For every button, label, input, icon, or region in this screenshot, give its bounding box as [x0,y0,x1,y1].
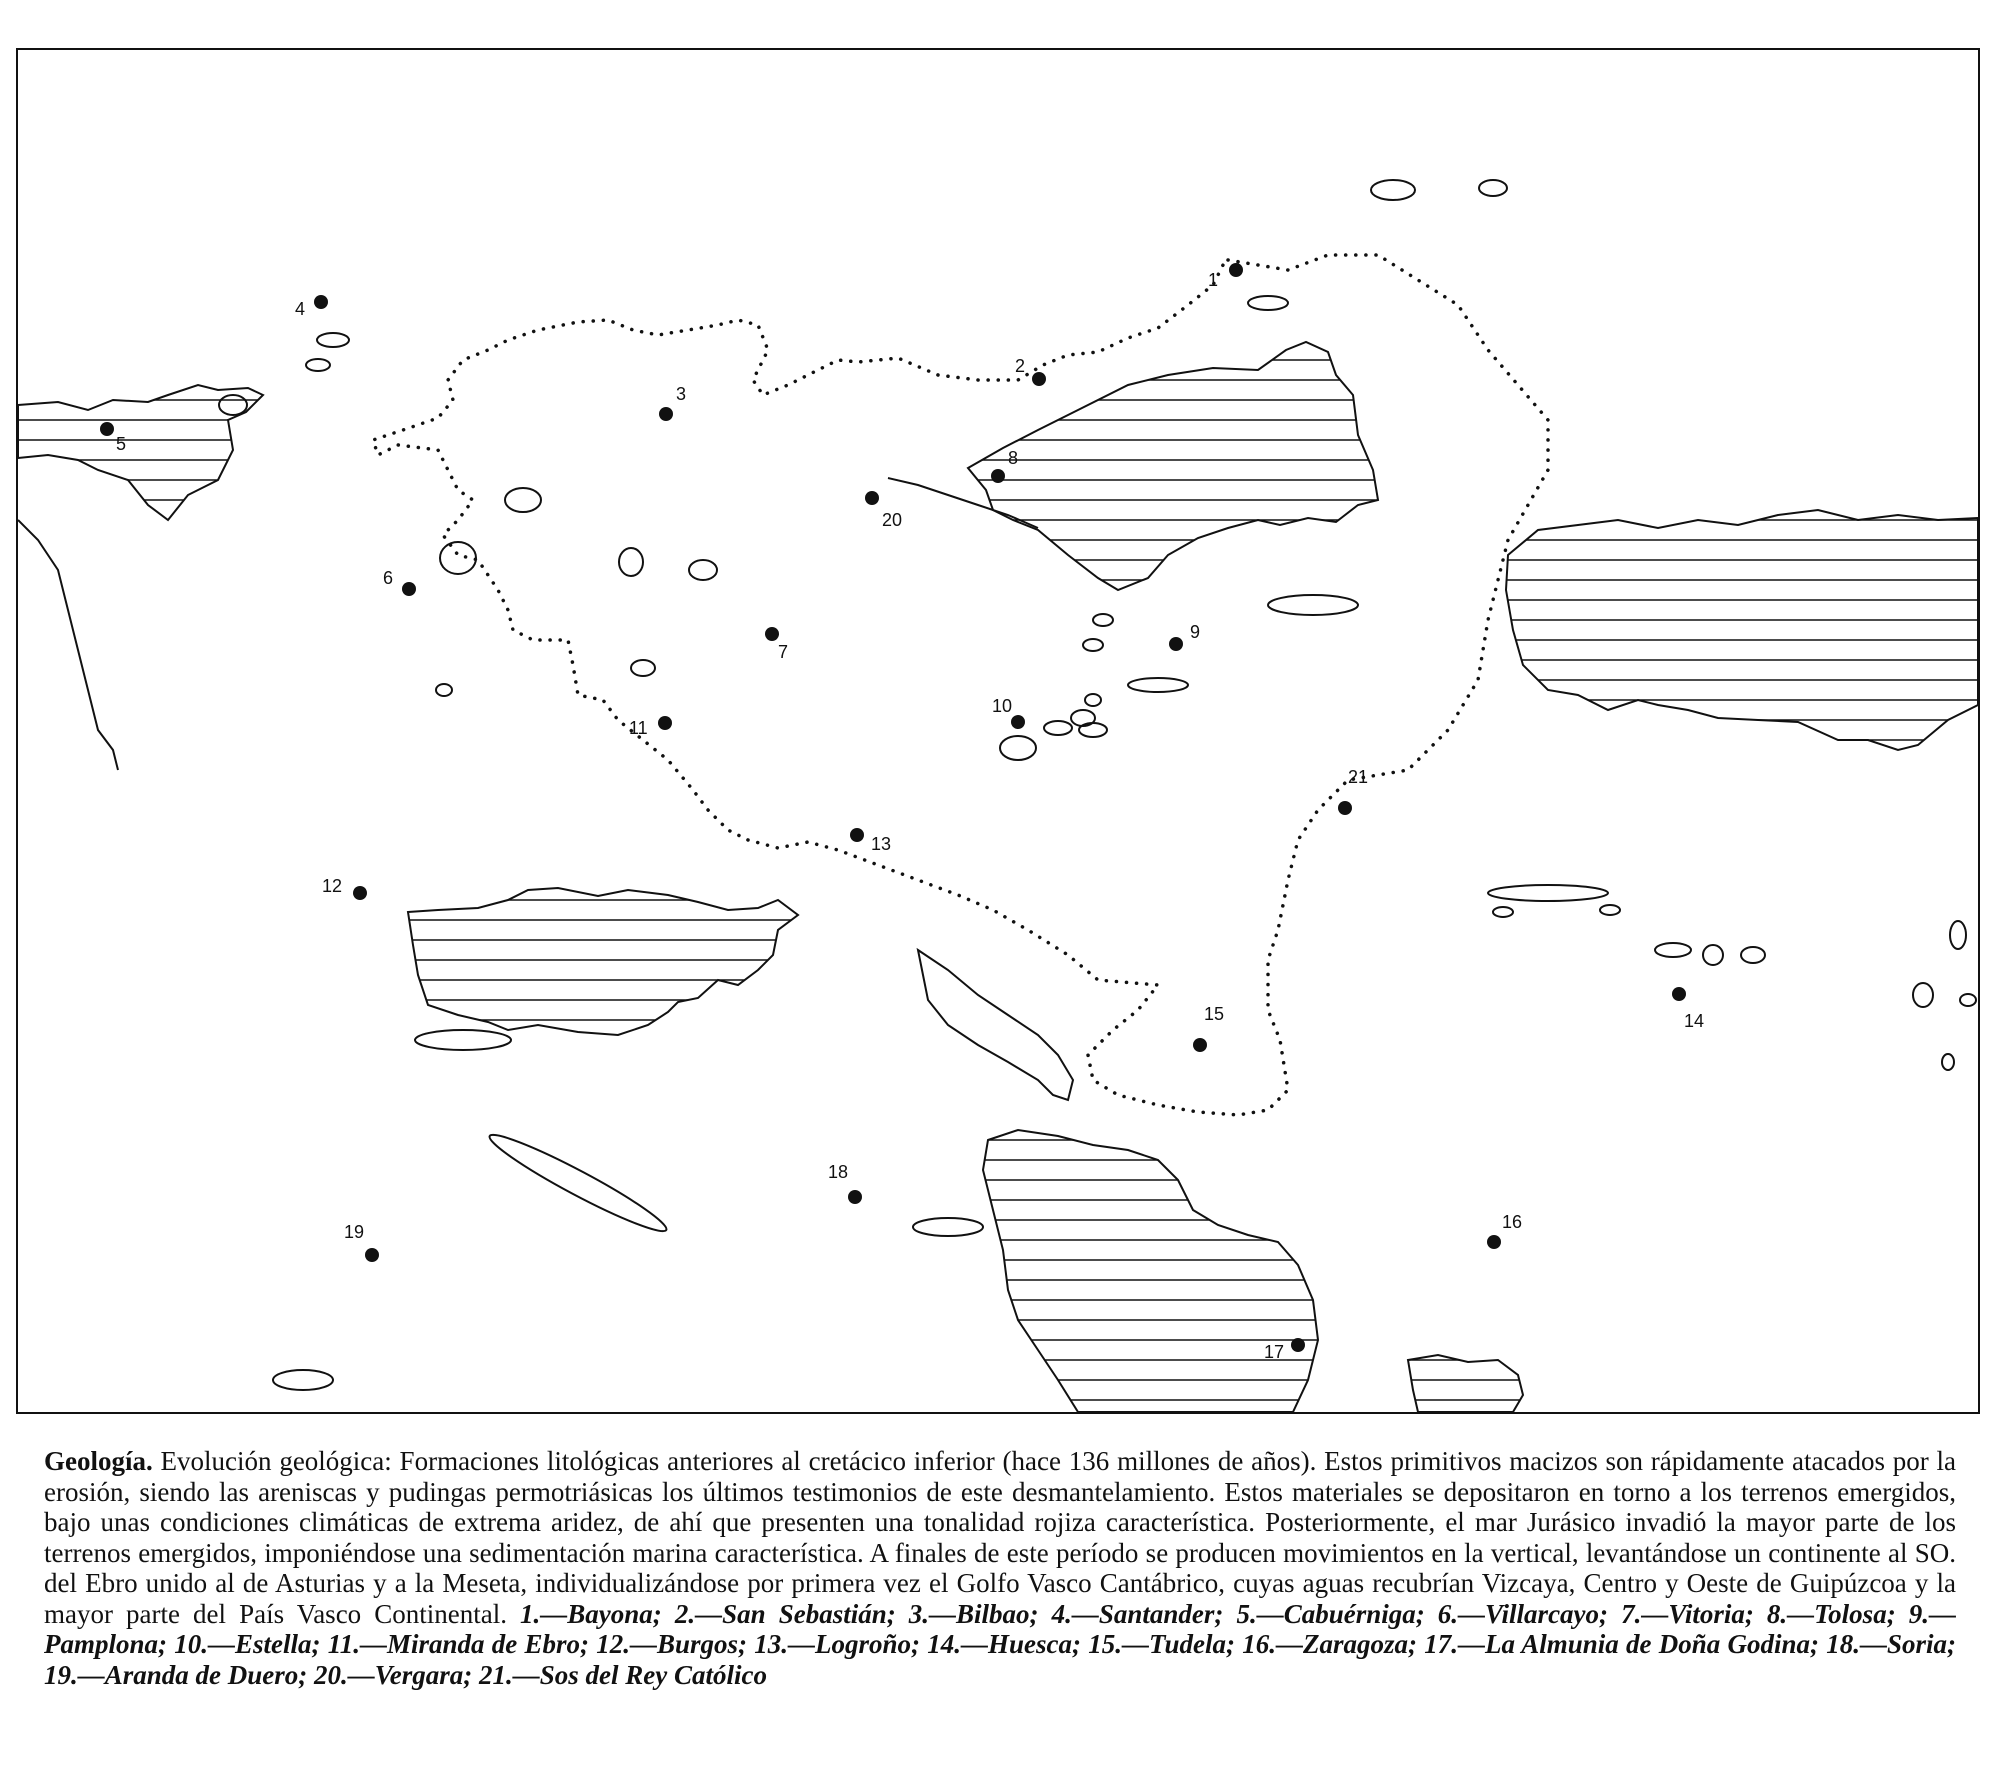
figure-caption [44,1446,1956,1690]
city-marker [1208,263,1243,290]
landmass-ebro-massif [1506,510,1978,750]
landmass-basque-massif [968,342,1378,590]
city-marker [295,295,328,319]
city-marker [659,384,686,421]
svg-text:5: 5 [116,434,127,454]
caption-lead: Geología. [44,1446,153,1476]
city-marker [322,876,367,900]
city-marker [850,828,891,854]
coast-sw-western [18,520,118,770]
svg-text:15: 15 [1204,1004,1225,1024]
city-marker [344,1222,379,1262]
svg-text:12: 12 [322,876,343,896]
map-frame [16,48,1980,1414]
svg-text:8: 8 [1008,448,1019,468]
landmass-asturias [18,385,263,520]
svg-text:7: 7 [778,642,789,662]
svg-text:6: 6 [383,568,394,588]
landmass-iberian-south [983,1130,1318,1412]
svg-text:20: 20 [882,510,903,530]
svg-text:1: 1 [1208,270,1219,290]
city-marker [992,696,1025,729]
city-marker [1338,767,1368,815]
city-marker [1193,1004,1224,1052]
svg-text:21: 21 [1348,767,1369,787]
city-marker [629,716,672,738]
svg-text:19: 19 [344,1222,365,1242]
svg-text:2: 2 [1015,356,1026,376]
city-marker [865,491,902,530]
landmass-almunia [1408,1355,1523,1412]
svg-text:10: 10 [992,696,1013,716]
svg-text:11: 11 [629,718,648,738]
city-marker [765,627,788,662]
svg-text:16: 16 [1502,1212,1523,1232]
city-marker [828,1162,862,1204]
landmass-meseta-north [408,888,798,1035]
city-marker [1169,622,1200,651]
caption-legend: 1.—Bayona; 2.—San Sebastián; 3.—Bilbao; 4.—Santander; 5.—Cabuérniga; 6.—Villarcayo; 7.—Vitoria; 8.—Tolosa; 9.—Pamplona; 10.—Estella; 11.—Miranda de Ebro; 12.—Burgos; 13.—Logroño; 14.—Huesca; 15.—Tudela; 16.—Zaragoza; 17.—La Almunia de Doña Godina; 18.—Soria; 19.—Aranda de Duero; 20.—Vergara; 21.—Sos del Rey Católico [44,1598,1956,1690]
city-marker [1015,356,1046,386]
caption-text: Evolución geológica: Formaciones litológicas anteriores al cretácico inferior (hace 136 millones de años). Estos primitivos macizos son rápidamente atacados por la erosión, siendo las areniscas y pudingas permotriásicas los últimos testimonios de este desmantelamiento. Estos materiales se depositaron en torno a los terrenos emergidos, bajo unas condiciones climáticas de extrema aridez, de ahí que presenten una tonalidad rojiza característica. Posteriormente, el mar Jurásico invadió la mayor parte de los terrenos emergidos, imponiéndose una sedimentación marina característica. A finales de este período se producen movimientos en la vertical, levantándose un continente al SO. del Ebro unido al de Asturias y a la Meseta, individualizándose por primera vez el Golfo Vasco Cantábrico, cuyas aguas recubrían Vizcaya, Centro y Oeste de Guipúzcoa y la mayor parte del País Vasco Continental. [44,1446,1957,1629]
city-marker [383,568,416,596]
svg-text:13: 13 [871,834,892,854]
svg-text:3: 3 [676,384,687,404]
svg-text:9: 9 [1190,622,1201,642]
geological-map [18,50,1978,1412]
svg-text:18: 18 [828,1162,849,1182]
city-marker [1672,987,1704,1031]
svg-text:4: 4 [295,299,306,319]
city-marker [1487,1212,1522,1249]
svg-text:17: 17 [1264,1342,1285,1362]
city-markers [100,263,1704,1362]
svg-text:14: 14 [1684,1011,1705,1031]
coast-meseta-strip [918,950,1073,1100]
